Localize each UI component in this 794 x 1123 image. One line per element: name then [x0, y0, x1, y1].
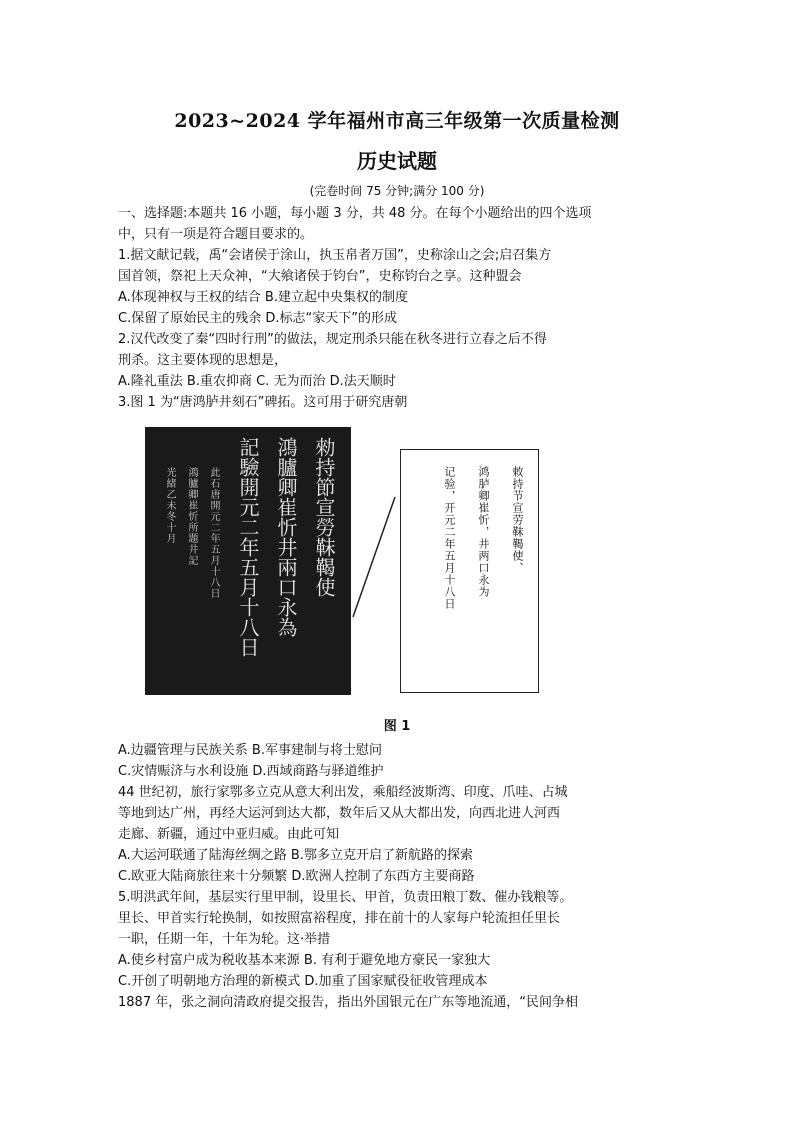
exam-note: (完卷时间 75 分钟;满分 100 分)	[309, 184, 485, 198]
option-line: A.使乡村富户成为税收基本来源 B. 有利于避免地方豪民一家独大	[118, 953, 491, 968]
option-line: C.灾情赈济与水利设施 D.西域商路与驿道维护	[118, 764, 384, 779]
exam-title: 2023~2024 学年福州市高三年级第一次质量检测	[174, 110, 620, 132]
text-line: 3.图 1 为“唐鸿胪井刻石”碑拓。这可用于研究唐朝	[118, 395, 408, 410]
text-line: 里长、甲首实行轮换制，如按照富裕程度，排在前十的人家每户轮流担任里长	[118, 911, 561, 926]
exam-subject: 历史试题	[357, 149, 437, 173]
option-line: A.隆礼重法 B.重农抑商 C. 无为而治 D.法天顺时	[118, 374, 396, 389]
text-line: 44 世纪初，旅行家鄂多立克从意大利出发，乘船经波斯湾、印度、爪哇、占城	[118, 785, 568, 800]
text-line: 刑杀。这主要体现的思想是，	[118, 353, 288, 368]
text-line: 中，只有一项是符合题目要求的。	[118, 227, 314, 242]
leader-line	[145, 427, 645, 702]
text-line: 国首领，祭祀上天众神，“大飨诸侯于钧台”，史称钧台之享。这种盟会	[118, 269, 522, 284]
text-line: 5.明洪武年间，基层实行里甲制，设里长、甲首，负责田粮丁数、催办钱粮等。	[118, 890, 573, 905]
text-line: 一职，任期一年，十年为轮。这·举措	[118, 932, 331, 947]
option-line: A.体现神权与王权的结合 B.建立起中央集权的制度	[118, 290, 408, 305]
option-line: C.保留了原始民主的残余 D.标志“家天下”的形成	[118, 311, 397, 326]
rubbing-small-column: 此石唐開元二年五月十八日	[208, 467, 219, 599]
figure-1	[145, 427, 645, 702]
option-line: C.欧亚大陆商旅往来十分频繁 D.欧洲人控制了东西方主要商路	[118, 869, 475, 884]
rubbing-column: 勑持節宣勞靺鞨使	[312, 437, 336, 597]
text-line: 1.据文献记载，禹“会诸侯于涂山，执玉帛者万国”，史称涂山之会;启召集方	[118, 248, 552, 263]
transcript-column: 记验，开元二年五月十八日	[443, 466, 456, 610]
transcript-box	[400, 449, 539, 693]
text-line: 1887 年，张之洞向清政府提交报告，指出外国银元在广东等地流通，“民间争相	[118, 995, 578, 1010]
option-line: C.开创了明朝地方治理的新模式 D.加重了国家赋役征收管理成本	[118, 974, 488, 989]
rubbing-small-column: 光緒乙未冬十月	[164, 467, 175, 544]
text-line: 2.汉代改变了秦“四时行刑”的做法，规定刑杀只能在秋冬进行立春之后不得	[118, 332, 547, 347]
question-text-top	[118, 203, 618, 413]
text-line: 走廊、新疆，通过中亚归威。由此可知	[118, 827, 340, 842]
rubbing-column: 鴻臚卿崔忻井兩口永為	[274, 437, 298, 637]
figure-caption: 图 1	[383, 719, 411, 734]
option-line: A.大运河联通了陆海丝绸之路 B.鄂多立克开启了新航路的探索	[118, 848, 473, 863]
text-line: 等地到达广州，再经大运河到达大都，数年后又从大都出发，向西北进人河西	[118, 806, 561, 821]
rubbing-small-column: 鴻臚卿崔忻所題井記	[186, 467, 197, 566]
text-line: 一、选择题:本题共 16 小题，每小题 3 分，共 48 分。在每个小题给出的四个选项	[118, 206, 592, 221]
rubbing-column: 記驗開元二年五月十八日	[236, 437, 260, 657]
option-line: A.边疆管理与民族关系 B.军事建制与将士慰问	[118, 743, 382, 758]
transcript-column: 敕持节宣劳靺鞨使、	[511, 466, 524, 574]
question-text-bottom	[118, 740, 618, 1013]
transcript-column: 鸿胪卿崔忻，井两口永为	[477, 466, 490, 598]
